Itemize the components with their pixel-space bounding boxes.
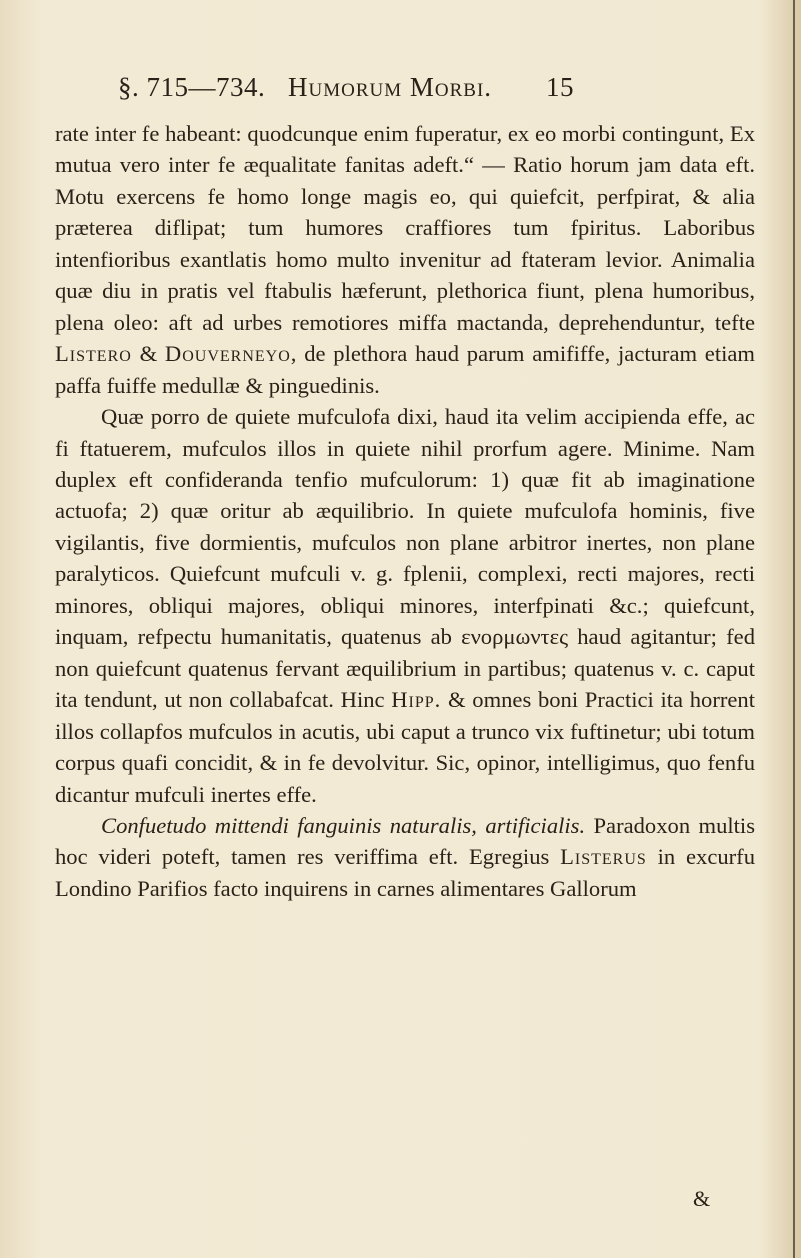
- text-segment: Quæ porro de quiete mufculofa dixi, haud ita velim accipienda effe, ac fi ftatuerem, mufculos illos in quiete nihil prorfum agere. Minime. Nam duplex eft confideranda tenfio mufculorum: 1) quæ fit ab imaginatione actuofa; 2) quæ oritur ab æquilibrio. In quiete mufculofa hominis, five vigilantis, five dormientis, mufculos non plane arbitror inertes, non plane paralyticos. Quiefcunt mufculi v. g. fplenii, complexi, recti majores, recti minores, obliqui majores, obliqui minores, interfpinati &c.; quiefcunt, inquam, refpectu humanitatis, quatenus ab ενορμωντες haud agitantur; fed non quiefcunt quatenus fervant æquilibrium in partibus; quatenus v. c. caput ita tendunt, ut non collabafcat. Hinc: [55, 404, 755, 713]
- page-number: 15: [546, 72, 574, 102]
- text-segment: Listero: [55, 341, 132, 367]
- paragraph: [55, 118, 755, 401]
- text-segment: Listerus: [560, 844, 647, 870]
- paragraph: [55, 810, 755, 904]
- text-segment: Paradoxon multis hoc videri poteft, tamen res veriffima eft. Egregius: [55, 812, 755, 870]
- text-segment: Confuetudo mittendi fanguinis naturalis, artificialis.: [101, 812, 586, 838]
- text-segment: Douverneyo: [164, 341, 291, 367]
- text-segment: Hipp.: [391, 687, 442, 713]
- running-title: Humorum Morbi.: [288, 72, 493, 102]
- text-segment: in excurfu Londino Parifios facto inquirens in carnes alimentares Gallorum: [55, 844, 755, 901]
- body-text: [55, 118, 755, 904]
- paragraph: [55, 401, 755, 810]
- running-header: [118, 72, 588, 112]
- text-segment: rate inter fe habeant: quodcunque enim fuperatur, ex eo morbi contingunt, Ex mutua vero inter fe æqualitate fanitas adeft.“ — Ratio horum jam data eft. Motu exercens fe homo longe magis eo, qui quiefcit, perfpirat, & alia præterea diflipat; tum humores craffiores tum fpiritus. Laboribus intenfioribus exantlatis homo multo invenitur ad ftateram levior. Animalia quæ diu in pratis vel ftabulis hæferunt, plethorica fiunt, plena humoribus, plena oleo: aft ad urbes remotiores miffa mactanda, deprehenduntur, tefte: [55, 121, 755, 335]
- catchword: &: [693, 1186, 711, 1211]
- page-edge: [793, 0, 795, 1258]
- text-segment: , de plethora haud parum amififfe, jacturam etiam paffa fuiffe medullæ & pinguedinis.: [55, 341, 755, 398]
- text-segment: & omnes boni Practici ita horrent illos collapfos mufculos in acutis, ubi caput a trunco vix fuftinetur; ubi totum corpus quafi concidit, & in fe devolvitur. Sic, opinor, intelligimus, quo fenfu dicantur mufculi inertes effe.: [55, 687, 755, 807]
- section-range: §. 715—734.: [118, 72, 266, 102]
- text-segment: &: [131, 341, 165, 367]
